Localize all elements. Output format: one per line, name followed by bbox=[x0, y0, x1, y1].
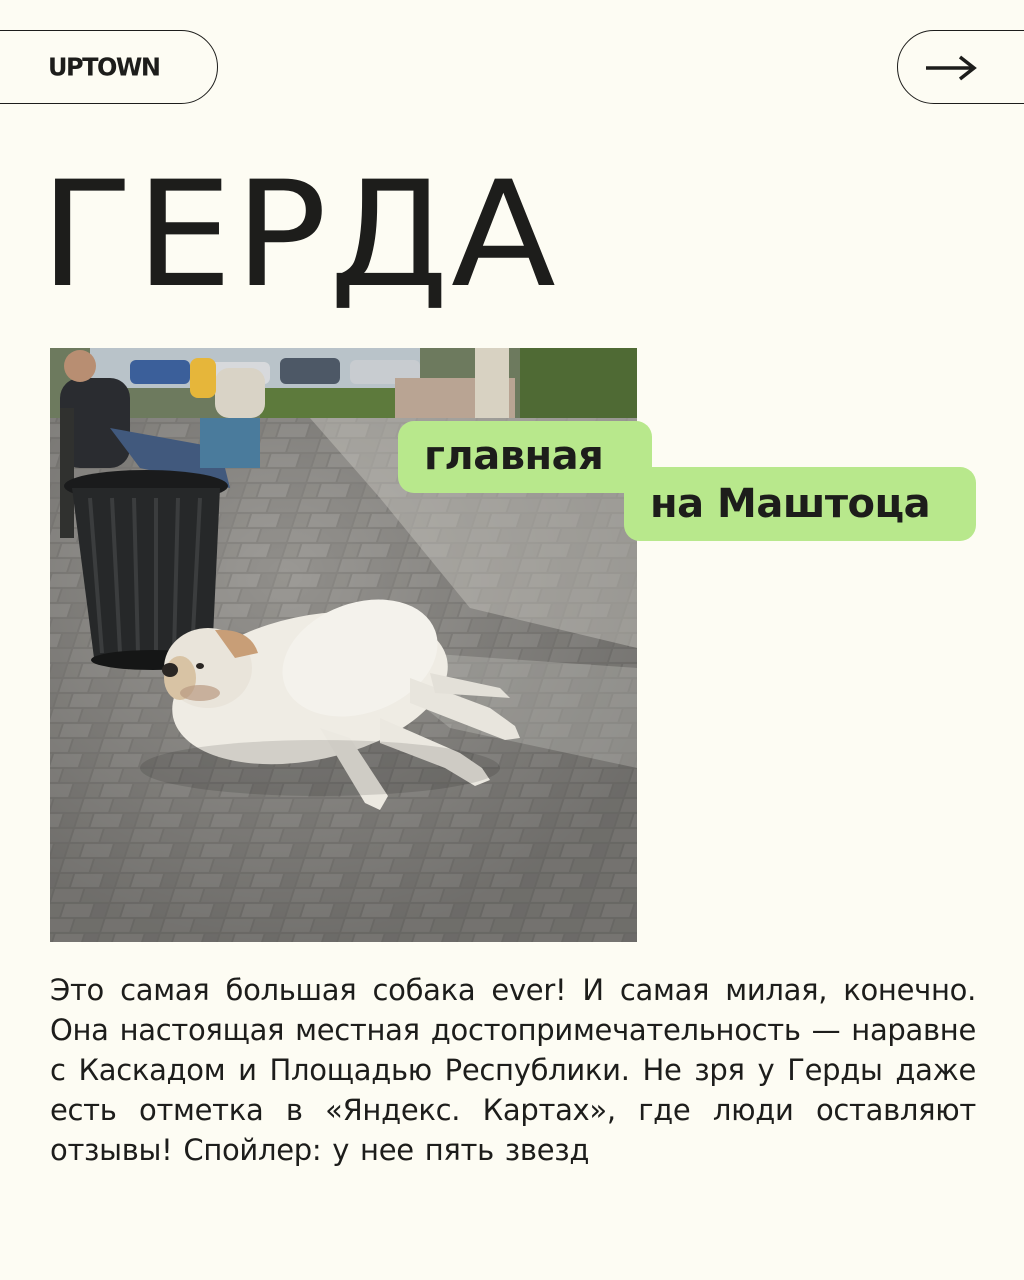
tag-main: главная bbox=[398, 421, 652, 493]
description-text: Это самая большая собака ever! И самая милая, конечно. Она настоящая местная достопримечательность — наравне с Каскадом и Площадью Республики. Не зря у Герды даже есть отметка в «Яндекс. Картах», где люди оставляют отзывы! Спойлер: у нее пять звезд bbox=[50, 973, 976, 1167]
tag-location: на Маштоца bbox=[624, 467, 976, 541]
page-title: ГЕРДА bbox=[40, 150, 558, 320]
next-button[interactable] bbox=[897, 30, 1024, 104]
brand-logo: UPTOWN bbox=[48, 52, 160, 82]
arrow-right-icon bbox=[924, 53, 980, 83]
